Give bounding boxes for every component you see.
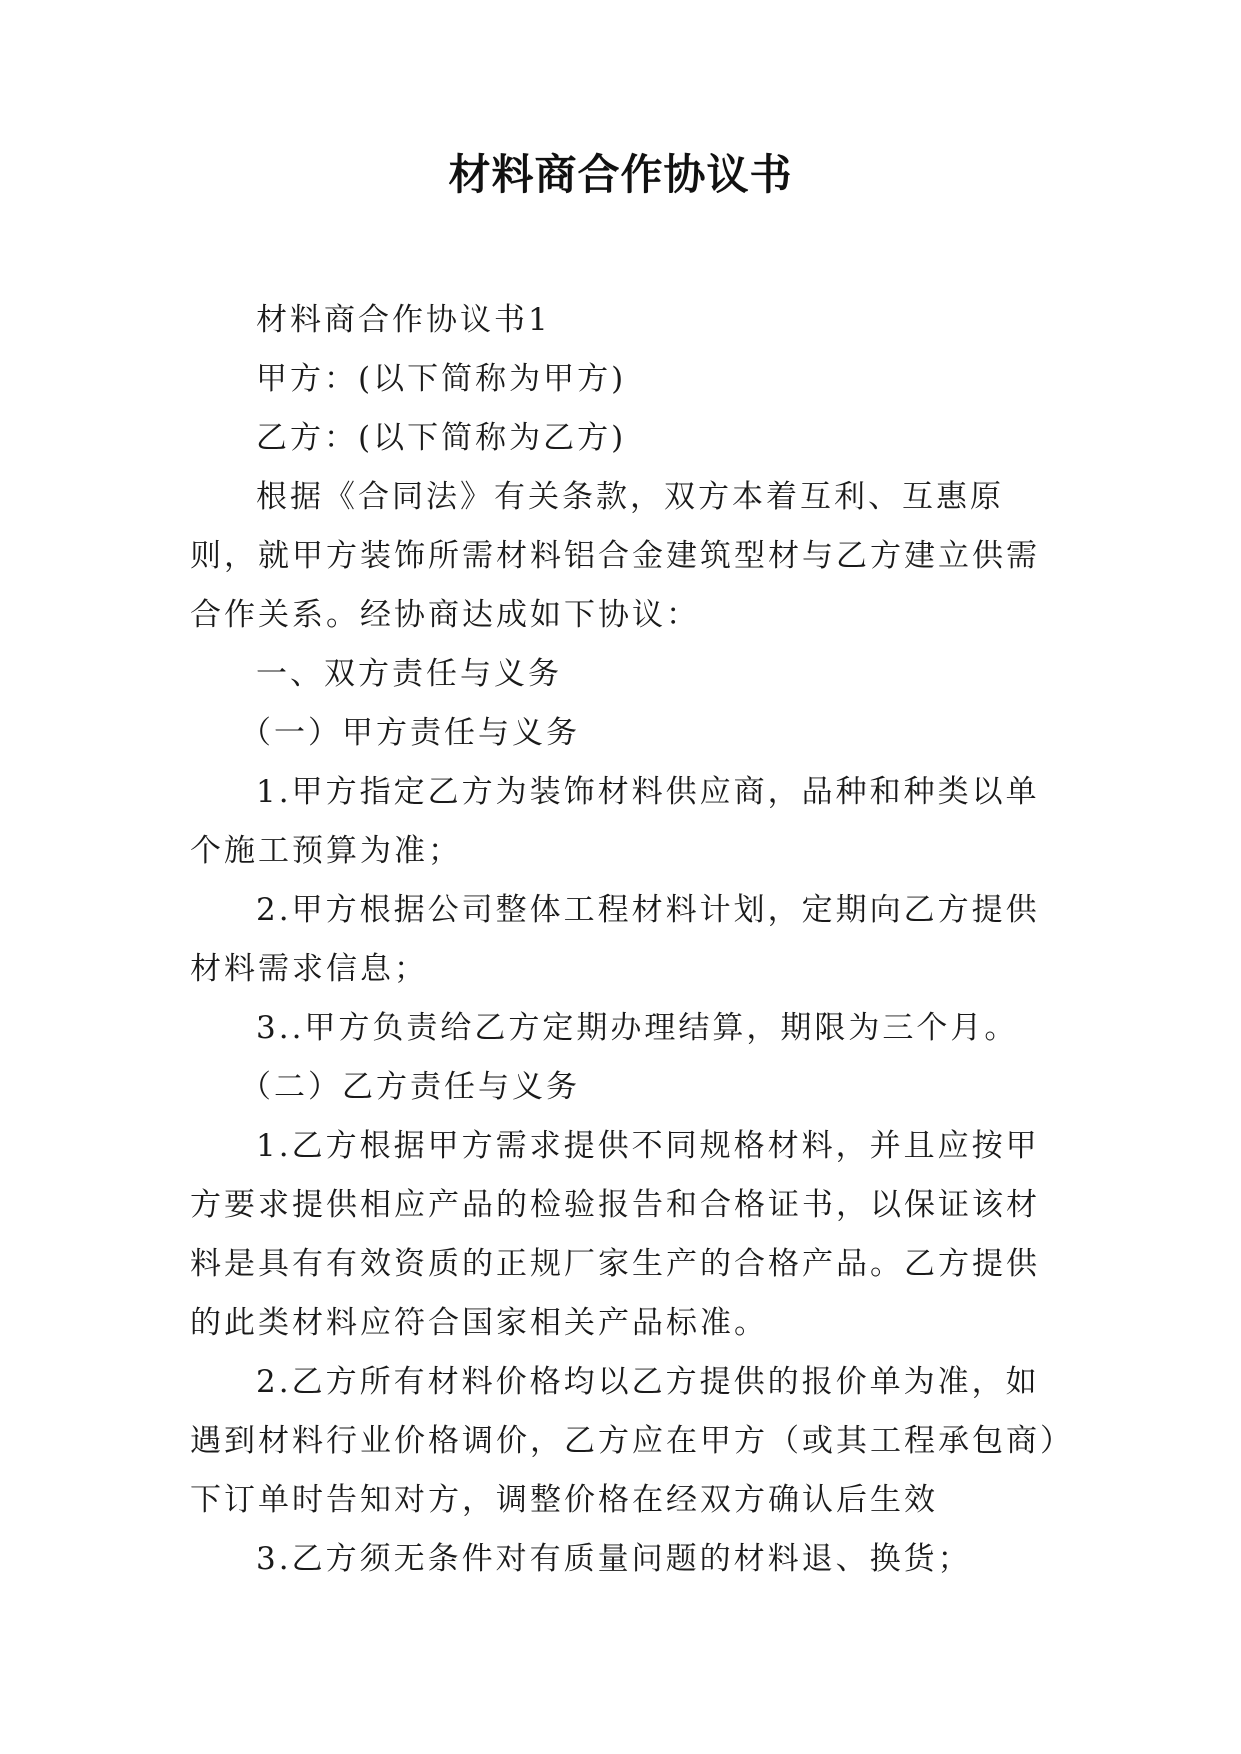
- clause-a-1: 1.甲方指定乙方为装饰材料供应商，品种和种类以单个施工预算为准；: [190, 774, 1040, 869]
- clause-a-2: 2.甲方根据公司整体工程材料计划，定期向乙方提供材料需求信息；: [190, 892, 1040, 987]
- paragraph-party-b: 乙方：(以下简称为乙方): [256, 420, 627, 456]
- clause-b-2: 2.乙方所有材料价格均以乙方提供的报价单为准，如遇到材料行业价格调价，乙方应在甲方（或其工程承包商）下订单时告知对方，调整价格在经双方确认后生效: [190, 1364, 1059, 1518]
- subsection-heading-party-a: （一）甲方责任与义务: [240, 715, 580, 751]
- paragraph-preamble: 根据《合同法》有关条款，双方本着互利、互惠原则，就甲方装饰所需材料铝合金建筑型材与乙方建立供需合作关系。经协商达成如下协议：: [190, 479, 1040, 633]
- subsection-heading-party-b: （二）乙方责任与义务: [240, 1069, 580, 1105]
- paragraph-party-a: 甲方：(以下简称为甲方): [256, 361, 627, 397]
- paragraph-subtitle: 材料商合作协议书1: [256, 302, 551, 338]
- section-heading: 一、双方责任与义务: [256, 656, 562, 692]
- clause-b-1: 1.乙方根据甲方需求提供不同规格材料，并且应按甲方要求提供相应产品的检验报告和合格证书，以保证该材料是具有有效资质的正规厂家生产的合格产品。乙方提供的此类材料应符合国家相关产品标准。: [190, 1128, 1040, 1341]
- clause-a-3: 3..甲方负责给乙方定期办理结算，期限为三个月。: [256, 1010, 1019, 1046]
- document-title: 材料商合作协议书: [448, 150, 793, 199]
- document-body: [190, 291, 1070, 1589]
- clause-b-3: 3.乙方须无条件对有质量问题的材料退、换货；: [256, 1541, 972, 1577]
